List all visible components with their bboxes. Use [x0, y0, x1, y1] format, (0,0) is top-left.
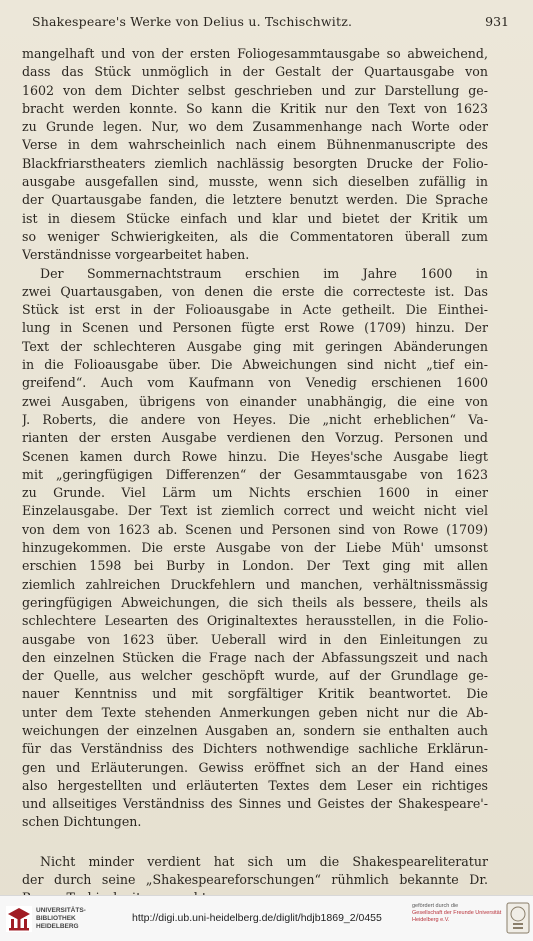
permalink-url[interactable]: http://digi.ub.uni-heidelberg.de/diglit/hdjb1869_2/0455	[132, 912, 382, 924]
text-line: für das Verständniss des Dichters nothwendige sachliche Erklärun-	[22, 741, 488, 757]
text-line: zu Grunde. Viel Lärm um Nichts erschien 1600 in einer	[22, 485, 488, 501]
text-line: gen und Erläuterungen. Gewiss eröffnet sich an der Hand eines	[22, 759, 488, 775]
text-line: geringfügigen Abweichungen, die sich theils als bessere, theils als	[22, 594, 488, 610]
text-line: und allseitiges Verständniss des Sinnes und Geistes der Shakespeare'-	[22, 796, 488, 812]
text-line: Einzelausgabe. Der Text ist ziemlich correct und weicht nicht viel	[22, 503, 488, 519]
text-line: ausgabe von 1623 über. Ueberall wird in den Einleitungen zu	[22, 631, 488, 647]
funder-name: Gesellschaft der Freunde Universität Heidelberg e.V.	[412, 910, 502, 923]
text-line: rianten der ersten Ausgabe verdienen den Vorzug. Personen und	[22, 430, 488, 446]
text-line: schlechtere Lesearten des Originaltextes herausstellen, in die Folio-	[22, 613, 488, 629]
text-line: ist in diesem Stücke einfach und klar und bietet der Kritik um	[22, 210, 488, 226]
text-line: so weniger Schwierigkeiten, als die Commentatoren überall zum	[22, 228, 488, 244]
text-line: Der Sommernachtstraum erschien im Jahre 1600 in	[40, 265, 488, 281]
university-seal-icon	[506, 902, 530, 934]
text-line: Scenen kamen durch Rowe hinzu. Die Heyes'sche Ausgabe liegt	[22, 448, 488, 464]
institution-name: UNIVERSITÄTS-BIBLIOTHEK HEIDELBERG	[36, 907, 86, 930]
text-line: weichungen der einzelnen Ausgaben an, sondern sie enthalten auch	[22, 722, 488, 738]
text-line: Verse in dem wahrscheinlich nach einem Bühnenmanuscripte des	[22, 137, 488, 153]
text-line: Nicht minder verdient hat sich um die Shakespeareliteratur	[40, 853, 488, 869]
text-line: mit „geringfügigen Differenzen“ der Gesammtausgabe von 1623	[22, 466, 488, 482]
text-line: lung in Scenen und Personen fügte erst Rowe (1709) hinzu. Der	[22, 320, 488, 336]
page-number: 931	[485, 14, 509, 29]
text-line: dass das Stück unmöglich in der Gestalt der Quartausgabe von	[22, 64, 488, 80]
text-line: zu Grunde legen. Nur, wo dem Zusammenhange nach Worte oder	[22, 119, 488, 135]
text-line: in die Folioausgabe über. Die Abweichungen sind nicht „tief ein-	[22, 357, 488, 373]
text-line: der Quelle, aus welcher geschöpft wurde, auf der Grundlage ge-	[22, 668, 488, 684]
text-line: also hergestellten und erläuterten Textes dem Leser ein richtiges	[22, 777, 488, 793]
text-line: den einzelnen Stücken die Frage nach der Abfassungszeit und nach	[22, 649, 488, 665]
text-line: Blackfriarstheaters ziemlich nachlässig besorgten Drucke der Folio-	[22, 155, 488, 171]
text-line: nauer Kenntniss und mit sorgfältiger Kritik beantwortet. Die	[22, 686, 488, 702]
university-library-logo-icon	[6, 906, 32, 932]
text-line: schen Dichtungen.	[22, 814, 142, 830]
text-line: mangelhaft und von der ersten Foliogesammtausgabe so abweichend,	[22, 46, 488, 61]
text-line: J. Roberts, die andere von Heyes. Die „nicht erheblichen“ Va-	[22, 411, 488, 427]
text-line: Stück ist erst in der Folioausgabe in Acte getheilt. Die Einthei-	[22, 302, 488, 318]
running-title: Shakespeare's Werke von Delius u. Tschischwitz.	[32, 14, 353, 29]
text-line: unter dem Texte stehenden Anmerkungen geben nicht nur die Ab-	[22, 704, 488, 720]
funded-by-label: gefördert durch die	[412, 903, 459, 909]
text-line: 1602 von dem Dichter selbst geschrieben und zur Darstellung ge-	[22, 82, 488, 98]
text-line: zwei Quartausgaben, von denen die erste die correcteste ist. Das	[22, 283, 488, 299]
viewer-footer	[0, 895, 533, 941]
text-line: Text der schlechteren Ausgabe ging mit geringen Abänderungen	[22, 338, 488, 354]
text-line: von dem von 1623 ab. Scenen und Personen sind von Rowe (1709)	[22, 521, 488, 537]
text-line: der Quartausgabe fanden, die letztere benutzt werden. Die Sprache	[22, 192, 488, 208]
body-text	[22, 45, 488, 908]
text-line: ziemlich zahlreichen Druckfehlern und manchen, verhältnissmässig	[22, 576, 488, 592]
text-line: Verständnisse vorgearbeitet haben.	[22, 247, 250, 263]
text-line: zwei Ausgaben, übrigens von einander unabhängig, die eine von	[22, 393, 488, 409]
text-line: erschien 1598 bei Burby in London. Der Text ging mit allen	[22, 558, 488, 574]
text-line: greifend“. Auch vom Kaufmann von Venedig erschienen 1600	[22, 375, 488, 391]
funder-note	[412, 903, 512, 924]
text-line: ausgabe ausgefallen sind, musste, wenn sich dieselben zufällig in	[22, 174, 488, 190]
text-line: hinzugekommen. Die erste Ausgabe von der Liebe Müh' umsonst	[22, 540, 488, 556]
text-line: bracht werden konnte. So kann die Kritik nur den Text von 1623	[22, 100, 488, 116]
running-head	[22, 14, 511, 34]
text-line: der durch seine „Shakespeareforschungen“ rühmlich bekannte Dr.	[22, 872, 488, 888]
